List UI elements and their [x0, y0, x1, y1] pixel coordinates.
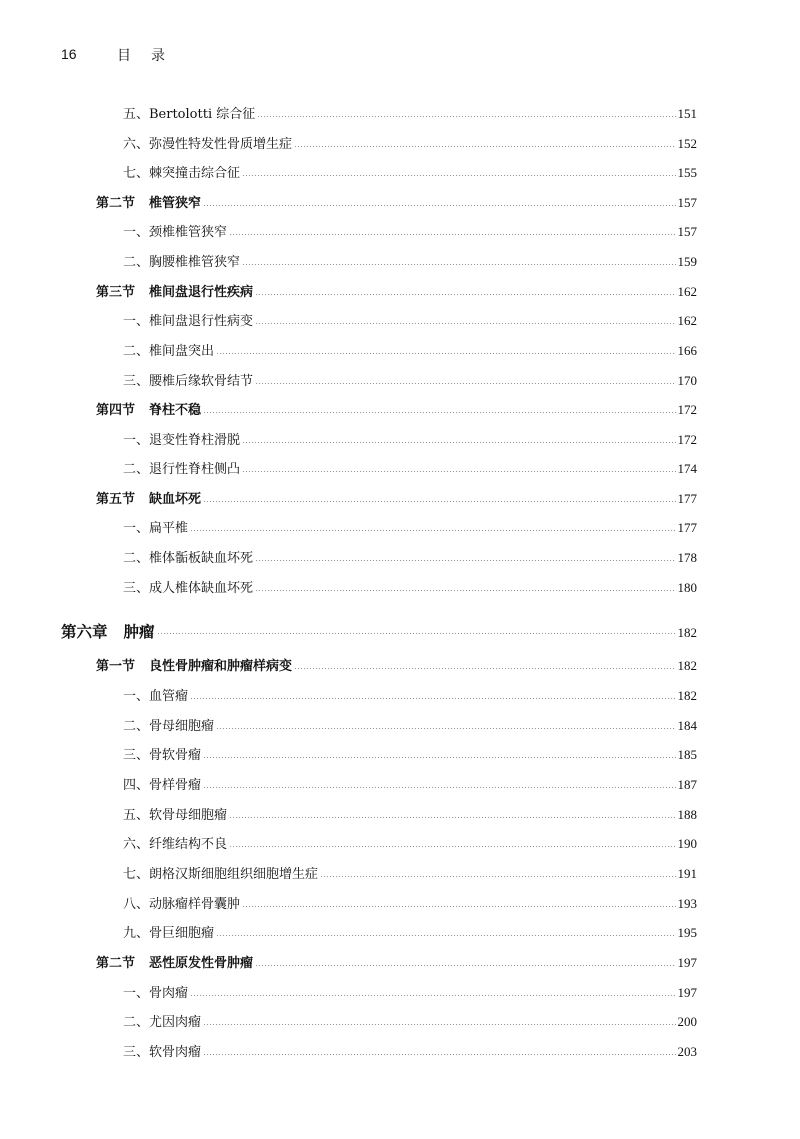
toc-entry-title: 二、骨母细胞瘤 — [123, 719, 215, 734]
toc-entry[interactable] — [123, 251, 697, 271]
toc-page-number: 187 — [677, 777, 697, 792]
toc-page-number: 166 — [677, 343, 697, 358]
dot-leader — [203, 412, 675, 413]
toc-entry-title — [96, 488, 201, 507]
toc-entry-title: 五、Bertolotti 综合征 — [123, 107, 256, 122]
toc-entry-text: 恶性原发性骨肿瘤 — [149, 956, 254, 971]
toc-page-number: 162 — [677, 313, 697, 328]
toc-page-number: 170 — [677, 373, 697, 388]
dot-leader — [294, 146, 675, 147]
toc-entry-label: 第六章 — [61, 623, 108, 641]
dot-leader — [190, 530, 675, 531]
dot-leader — [257, 116, 675, 117]
toc-entry[interactable] — [123, 982, 697, 1002]
dot-leader — [255, 294, 675, 295]
toc-entry-title: 二、椎体骺板缺血坏死 — [123, 551, 254, 566]
toc-page-number: 174 — [677, 461, 697, 476]
toc-entry-label: 第四节 — [96, 403, 136, 418]
toc-entry[interactable] — [123, 517, 697, 537]
toc-page-number: 188 — [677, 807, 697, 822]
toc-entry-text: 脊柱不稳 — [149, 403, 202, 418]
toc-page-number: 178 — [677, 550, 697, 565]
toc-page-number: 180 — [677, 580, 697, 595]
toc-section[interactable] — [96, 399, 697, 419]
toc-entry[interactable] — [123, 429, 697, 449]
toc-entry-label: 第五节 — [96, 492, 136, 507]
toc-entry-title: 七、朗格汉斯细胞组织细胞增生症 — [123, 867, 319, 882]
toc-entry-text: 椎管狭窄 — [149, 196, 202, 211]
toc-entry-title: 一、骨肉瘤 — [123, 986, 189, 1001]
toc-entry[interactable] — [123, 1041, 697, 1061]
toc-entry[interactable] — [123, 577, 697, 597]
toc-entry-title — [96, 399, 201, 418]
toc-entry-label: 第三节 — [96, 285, 136, 300]
dot-leader — [229, 846, 675, 847]
toc-entry-title: 三、成人椎体缺血坏死 — [123, 581, 254, 596]
dot-leader — [203, 1024, 675, 1025]
toc-entry-title — [96, 952, 253, 971]
toc-entry-text: 椎间盘退行性疾病 — [149, 285, 254, 300]
toc-page-number: 172 — [677, 432, 697, 447]
toc-entry-title: 九、骨巨细胞瘤 — [123, 926, 215, 941]
dot-leader — [216, 728, 675, 729]
dot-leader — [294, 668, 675, 669]
toc-entry[interactable] — [123, 685, 697, 705]
toc-entry-title: 三、腰椎后缘软骨结节 — [123, 374, 254, 389]
toc-entry[interactable] — [123, 893, 697, 913]
toc-entry-label: 第二节 — [96, 196, 136, 211]
toc-entry[interactable] — [123, 340, 697, 360]
toc-page-number: 162 — [677, 284, 697, 299]
toc-page-number: 184 — [677, 718, 697, 733]
toc-page-number: 182 — [677, 688, 697, 703]
toc-entry[interactable] — [123, 744, 697, 764]
toc-entry[interactable] — [123, 547, 697, 567]
toc-entry-title: 五、软骨母细胞瘤 — [123, 808, 228, 823]
toc-entry-title: 一、颈椎椎管狭窄 — [123, 225, 228, 240]
toc-section[interactable] — [96, 952, 697, 972]
toc-entry-text: 缺血坏死 — [149, 492, 202, 507]
toc-entry[interactable] — [123, 774, 697, 794]
dot-leader — [203, 757, 675, 758]
toc-page-number: 151 — [677, 106, 697, 121]
dot-leader — [203, 1054, 675, 1055]
toc-entry-title: 一、椎间盘退行性病变 — [123, 314, 254, 329]
dot-leader — [242, 471, 675, 472]
toc-page-number: 152 — [677, 136, 697, 151]
toc-chapter[interactable] — [61, 620, 697, 640]
dot-leader — [242, 442, 675, 443]
toc-entry-label: 第一节 — [96, 659, 136, 674]
toc-entry-title: 三、骨软骨瘤 — [123, 748, 202, 763]
dot-leader — [255, 965, 675, 966]
toc-entry-title — [96, 192, 201, 211]
toc-entry-title — [96, 655, 292, 674]
dot-leader — [216, 353, 675, 354]
toc-entry-text: 肿瘤 — [123, 623, 155, 641]
toc-page-number: 177 — [677, 491, 697, 506]
toc-entry[interactable] — [123, 458, 697, 478]
dot-leader — [157, 633, 676, 634]
toc-entry-title: 三、软骨肉瘤 — [123, 1045, 202, 1060]
toc-entry[interactable] — [123, 221, 697, 241]
toc-page-number: 193 — [677, 896, 697, 911]
toc-entry[interactable] — [123, 1011, 697, 1031]
dot-leader — [203, 205, 675, 206]
toc-entry[interactable] — [123, 133, 697, 153]
toc-entry-title: 七、棘突撞击综合征 — [123, 166, 241, 181]
dot-leader — [229, 817, 675, 818]
toc-page-number: 195 — [677, 925, 697, 940]
dot-leader — [203, 787, 675, 788]
dot-leader — [242, 175, 675, 176]
toc-page-number: 190 — [677, 836, 697, 851]
toc-entry-title: 四、骨样骨瘤 — [123, 778, 202, 793]
toc-entry[interactable] — [123, 922, 697, 942]
toc-page-number: 157 — [677, 195, 697, 210]
toc-page-number: 203 — [677, 1044, 697, 1059]
toc-page-number: 155 — [677, 165, 697, 180]
dot-leader — [242, 264, 675, 265]
toc-entry-title: 六、弥漫性特发性骨质增生症 — [123, 137, 293, 152]
dot-leader — [255, 590, 675, 591]
toc-entry[interactable] — [123, 162, 697, 182]
toc-entry[interactable] — [123, 103, 697, 123]
toc-page-number: 191 — [677, 866, 697, 881]
page-number: 16 — [61, 46, 77, 62]
dot-leader — [203, 501, 675, 502]
toc-entry-title: 二、退行性脊柱侧凸 — [123, 462, 241, 477]
toc-section[interactable] — [96, 655, 697, 675]
toc-entry[interactable] — [123, 833, 697, 853]
toc-entry[interactable] — [123, 715, 697, 735]
toc-entry[interactable] — [123, 804, 697, 824]
toc-entry-title: 二、胸腰椎椎管狭窄 — [123, 255, 241, 270]
toc-page-number: 197 — [677, 955, 697, 970]
toc-entry-title: 六、纤维结构不良 — [123, 837, 228, 852]
toc-entry-title: 一、退变性脊柱滑脱 — [123, 433, 241, 448]
toc-page-number: 200 — [677, 1014, 697, 1029]
toc-entry[interactable] — [123, 310, 697, 330]
toc-page-number: 157 — [677, 224, 697, 239]
toc-entry[interactable] — [123, 370, 697, 390]
dot-leader — [320, 876, 675, 877]
dot-leader — [255, 323, 675, 324]
dot-leader — [216, 935, 675, 936]
toc-entry-title — [61, 620, 155, 642]
toc-entry-title: 二、椎间盘突出 — [123, 344, 215, 359]
toc-page-number: 185 — [677, 747, 697, 762]
toc-entry-label: 第二节 — [96, 956, 136, 971]
toc-entry-title: 二、尤因肉瘤 — [123, 1015, 202, 1030]
dot-leader — [242, 906, 675, 907]
toc-page-number: 182 — [677, 658, 697, 673]
dot-leader — [255, 560, 675, 561]
dot-leader — [229, 234, 675, 235]
toc-page-number: 177 — [677, 520, 697, 535]
toc-entry-title: 一、扁平椎 — [123, 521, 189, 536]
toc-section[interactable] — [96, 192, 697, 212]
toc-page-number: 182 — [677, 625, 697, 640]
toc-page-number: 197 — [677, 985, 697, 1000]
toc-section[interactable] — [96, 488, 697, 508]
toc-entry-text: 良性骨肿瘤和肿瘤样病变 — [149, 659, 293, 674]
dot-leader — [190, 995, 675, 996]
toc-entry[interactable] — [123, 863, 697, 883]
toc-page-number: 159 — [677, 254, 697, 269]
header-title: 目录 — [117, 48, 185, 64]
toc-entry-title — [96, 281, 253, 300]
toc-entry-title: 一、血管瘤 — [123, 689, 189, 704]
toc-page-number: 172 — [677, 402, 697, 417]
dot-leader — [255, 383, 675, 384]
toc-section[interactable] — [96, 281, 697, 301]
dot-leader — [190, 698, 675, 699]
toc-entry-title: 八、动脉瘤样骨囊肿 — [123, 897, 241, 912]
